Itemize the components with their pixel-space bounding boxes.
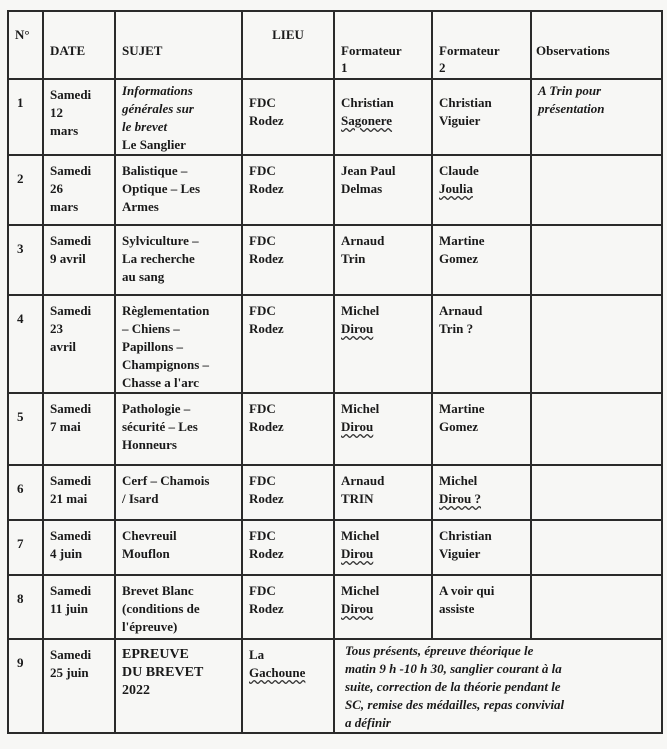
formateur-2-text — [433, 521, 530, 563]
date-cell — [43, 639, 115, 733]
sujet-text — [116, 466, 241, 508]
row-number-cell — [8, 79, 43, 155]
formateur-2-line: Gomez — [439, 251, 478, 266]
observations-cell — [531, 155, 662, 225]
lieu-line: Rodez — [249, 321, 284, 336]
lieu-line: FDC — [249, 163, 276, 178]
observations-cell — [531, 465, 662, 520]
sujet-cell — [115, 155, 242, 225]
lieu-text — [243, 226, 333, 268]
lieu-line: Rodez — [249, 419, 284, 434]
row-number: 7 — [17, 536, 24, 551]
sujet-line: Honneurs — [122, 437, 177, 452]
table-row — [8, 520, 662, 575]
formateur-2-line: Viguier — [439, 546, 481, 561]
sujet-line: Balistique – — [122, 163, 188, 178]
observations-text — [532, 80, 661, 118]
sujet-line: l'épreuve) — [122, 619, 178, 634]
lieu-cell — [242, 225, 334, 295]
sujet-line: / Isard — [122, 491, 159, 506]
lieu-line: FDC — [249, 233, 276, 248]
formateur-1-line: Trin — [341, 251, 366, 266]
date-text — [44, 394, 114, 436]
sujet-italic-line: le brevet — [122, 119, 168, 134]
sujet-text — [116, 640, 241, 700]
lieu-line: Gachoune — [249, 665, 306, 680]
date-cell — [43, 465, 115, 520]
sujet-line: La recherche — [122, 251, 195, 266]
header-formateur-1 — [334, 11, 432, 79]
formateur-1-line: Michel — [341, 303, 380, 318]
observations-text — [532, 296, 661, 298]
formateur-1-line: Delmas — [341, 181, 383, 196]
date-line: Samedi — [50, 583, 92, 598]
date-cell — [43, 155, 115, 225]
lieu-text — [243, 156, 333, 198]
formateur-2-line: Arnaud — [439, 303, 483, 318]
sujet-italic-line: Informations — [122, 83, 193, 98]
observations-cell — [531, 393, 662, 465]
lieu-cell — [242, 295, 334, 393]
lieu-line: FDC — [249, 95, 276, 110]
lieu-line: FDC — [249, 528, 276, 543]
sujet-text — [116, 80, 241, 154]
sujet-line: sécurité – Les — [122, 419, 198, 434]
formateur-1-cell — [334, 465, 432, 520]
formateur-2-cell — [432, 225, 531, 295]
table-row — [8, 295, 662, 393]
lieu-cell — [242, 79, 334, 155]
sujet-text — [116, 296, 241, 392]
lieu-line: Rodez — [249, 113, 284, 128]
observation-line: A Trin pour — [538, 83, 602, 98]
lieu-text — [243, 466, 333, 508]
table-row — [8, 79, 662, 155]
sujet-cell — [115, 575, 242, 639]
formateur-1-cell — [334, 295, 432, 393]
header-f1-line1: Formateur — [341, 43, 402, 58]
formateur-1-text — [335, 80, 431, 130]
date-cell — [43, 575, 115, 639]
formateur-1-line: Dirou — [341, 321, 374, 336]
date-cell — [43, 393, 115, 465]
header-f2-line1: Formateur — [439, 43, 500, 58]
sujet-line: – Chiens – — [122, 321, 180, 336]
formateur-1-line: Dirou — [341, 419, 374, 434]
formateur-2-text — [433, 226, 530, 268]
note-line: matin 9 h -10 h 30, sanglier courant à la — [345, 661, 562, 676]
date-text — [44, 640, 114, 682]
sujet-line: EPREUVE — [122, 647, 189, 662]
formateur-1-text — [335, 394, 431, 436]
sujet-text — [116, 156, 241, 216]
date-line: 7 mai — [50, 419, 81, 434]
formateur-2-line: Gomez — [439, 419, 478, 434]
header-lieu: LIEU — [242, 11, 334, 79]
row-number: 3 — [17, 241, 24, 256]
formateur-2-line: Martine — [439, 401, 485, 416]
header-observations: Observations — [531, 11, 662, 79]
formateur-2-line: Joulia — [439, 181, 473, 196]
formateur-1-cell — [334, 79, 432, 155]
row-number-cell — [8, 393, 43, 465]
lieu-cell — [242, 639, 334, 733]
formateur-2-text — [433, 466, 530, 508]
date-line: avril — [50, 339, 76, 354]
lieu-line: Rodez — [249, 601, 284, 616]
row-number-cell — [8, 295, 43, 393]
date-line: Samedi — [50, 303, 92, 318]
formateur-2-line: Martine — [439, 233, 485, 248]
sujet-line: Armes — [122, 199, 159, 214]
formateur-1-line: Jean Paul — [341, 163, 396, 178]
sujet-line: Brevet Blanc — [122, 583, 194, 598]
lieu-text — [243, 296, 333, 338]
formateur-2-text — [433, 296, 530, 338]
row-number: 6 — [17, 481, 24, 496]
formateur-2-line: Trin ? — [439, 321, 474, 336]
lieu-text — [243, 521, 333, 563]
formateur-1-text — [335, 521, 431, 563]
formateur-2-line: Viguier — [439, 113, 481, 128]
lieu-cell — [242, 155, 334, 225]
row-number-cell — [8, 520, 43, 575]
header-sujet: SUJET — [115, 11, 242, 79]
observations-cell — [531, 79, 662, 155]
sujet-line: Chasse a l'arc — [122, 375, 200, 390]
formateur-2-line: Dirou ? — [439, 491, 482, 506]
date-line: Samedi — [50, 401, 92, 416]
lieu-line: Rodez — [249, 251, 284, 266]
formateur-2-line: Christian — [439, 95, 492, 110]
sujet-text — [116, 576, 241, 636]
observations-cell — [531, 520, 662, 575]
formateur-1-cell — [334, 520, 432, 575]
formateur-2-line: assiste — [439, 601, 475, 616]
formateur-1-cell — [334, 393, 432, 465]
note-line: a définir — [345, 715, 391, 730]
observations-cell — [531, 575, 662, 639]
sujet-italic-line: générales sur — [122, 101, 194, 116]
date-line: 26 — [50, 181, 63, 196]
lieu-text — [243, 394, 333, 436]
lieu-line: Rodez — [249, 546, 284, 561]
formateur-1-text — [335, 156, 431, 198]
date-line: Samedi — [50, 528, 92, 543]
lieu-line: FDC — [249, 303, 276, 318]
lieu-line: FDC — [249, 583, 276, 598]
final-note-cell — [334, 639, 662, 733]
table-row — [8, 575, 662, 639]
date-cell — [43, 79, 115, 155]
sujet-line: (conditions de — [122, 601, 200, 616]
formateur-1-cell — [334, 155, 432, 225]
table-row — [8, 639, 662, 733]
table-row — [8, 155, 662, 225]
formateur-2-cell — [432, 79, 531, 155]
formateur-1-line: Dirou — [341, 546, 374, 561]
formateur-1-cell — [334, 575, 432, 639]
formateur-2-text — [433, 394, 530, 436]
sujet-text — [116, 394, 241, 454]
formateur-1-text — [335, 576, 431, 618]
observations-cell — [531, 295, 662, 393]
date-line: Samedi — [50, 163, 92, 178]
sujet-cell — [115, 79, 242, 155]
date-line: mars — [50, 199, 79, 214]
sujet-line: Champignons – — [122, 357, 210, 372]
sujet-line: Chevreuil — [122, 528, 177, 543]
date-text — [44, 296, 114, 356]
sujet-line: Optique – Les — [122, 181, 201, 196]
lieu-line: Rodez — [249, 491, 284, 506]
date-text — [44, 466, 114, 508]
header-f2-line2: 2 — [439, 60, 446, 75]
formateur-1-line: Christian — [341, 95, 394, 110]
lieu-text — [243, 576, 333, 618]
lieu-cell — [242, 393, 334, 465]
sujet-cell — [115, 295, 242, 393]
date-cell — [43, 295, 115, 393]
formateur-2-cell — [432, 295, 531, 393]
date-text — [44, 156, 114, 216]
note-line: suite, correction de la théorie pendant le — [345, 679, 561, 694]
date-line: 9 avril — [50, 251, 86, 266]
date-line: 23 — [50, 321, 63, 336]
formateur-2-line: Claude — [439, 163, 479, 178]
sujet-line: Règlementation — [122, 303, 210, 318]
formateur-1-line: TRIN — [341, 491, 374, 506]
formateur-1-cell — [334, 225, 432, 295]
observations-text — [532, 466, 661, 468]
sujet-line: Pathologie – — [122, 401, 191, 416]
formateur-1-line: Michel — [341, 401, 380, 416]
lieu-line: FDC — [249, 401, 276, 416]
date-line: Samedi — [50, 87, 92, 102]
row-number-cell — [8, 225, 43, 295]
table-row — [8, 465, 662, 520]
row-number-cell — [8, 465, 43, 520]
sujet-cell — [115, 639, 242, 733]
table-row — [8, 393, 662, 465]
date-line: Samedi — [50, 473, 92, 488]
date-line: Samedi — [50, 647, 92, 662]
formateur-1-line: Arnaud — [341, 473, 385, 488]
formateur-2-text — [433, 156, 530, 198]
observations-text — [532, 156, 661, 158]
sujet-cell — [115, 520, 242, 575]
sujet-line: Mouflon — [122, 546, 170, 561]
formateur-1-line: Arnaud — [341, 233, 385, 248]
date-cell — [43, 225, 115, 295]
date-text — [44, 521, 114, 563]
formateur-2-text — [433, 576, 530, 618]
date-cell — [43, 520, 115, 575]
observations-text — [532, 576, 661, 578]
sujet-line: au sang — [122, 269, 165, 284]
sujet-line: DU BREVET — [122, 665, 204, 680]
row-number: 2 — [17, 171, 24, 186]
row-number: 9 — [17, 655, 24, 670]
header-date: DATE — [43, 11, 115, 79]
sujet-cell — [115, 225, 242, 295]
date-line: 25 juin — [50, 665, 89, 680]
formateur-1-text — [335, 296, 431, 338]
sujet-line: Sylviculture – — [122, 233, 199, 248]
sujet-cell — [115, 393, 242, 465]
header-f1-line2: 1 — [341, 60, 348, 75]
date-line: 21 mai — [50, 491, 88, 506]
lieu-line: FDC — [249, 473, 276, 488]
lieu-line: La — [249, 647, 265, 662]
formateur-1-line: Michel — [341, 583, 380, 598]
date-line: 11 juin — [50, 601, 88, 616]
row-number: 8 — [17, 591, 24, 606]
row-number-cell — [8, 155, 43, 225]
sujet-line: Papillons – — [122, 339, 184, 354]
observations-text — [532, 521, 661, 523]
row-number-cell — [8, 575, 43, 639]
formateur-2-cell — [432, 520, 531, 575]
row-number: 1 — [17, 95, 24, 110]
sujet-cell — [115, 465, 242, 520]
note-line: Tous présents, épreuve théorique le — [345, 643, 534, 658]
header-no: N° — [8, 11, 43, 79]
formateur-2-text — [433, 80, 530, 130]
formateur-2-line: A voir qui — [439, 583, 495, 598]
date-text — [44, 576, 114, 618]
formateur-2-cell — [432, 465, 531, 520]
formateur-2-cell — [432, 155, 531, 225]
formateur-2-line: Christian — [439, 528, 492, 543]
row-number-cell — [8, 639, 43, 733]
lieu-text — [243, 80, 333, 130]
formateur-1-line: Dirou — [341, 601, 374, 616]
formateur-2-cell — [432, 393, 531, 465]
observation-line: présentation — [538, 101, 605, 116]
sujet-text — [116, 521, 241, 563]
sujet-line: Cerf – Chamois — [122, 473, 210, 488]
formateur-1-text — [335, 226, 431, 268]
final-note-text — [335, 640, 661, 732]
table-row — [8, 225, 662, 295]
formateur-1-line: Michel — [341, 528, 380, 543]
header-row — [8, 11, 662, 79]
sujet-line: Le Sanglier — [122, 137, 186, 152]
date-text — [44, 80, 114, 140]
sujet-text — [116, 226, 241, 286]
lieu-cell — [242, 465, 334, 520]
lieu-line: Rodez — [249, 181, 284, 196]
formateur-2-cell — [432, 575, 531, 639]
formateur-1-line: Sagonere — [341, 113, 393, 128]
note-line: SC, remise des médailles, repas convivial — [345, 697, 565, 712]
date-text — [44, 226, 114, 268]
sujet-line: 2022 — [122, 683, 150, 698]
row-number: 5 — [17, 409, 24, 424]
date-line: 4 juin — [50, 546, 83, 561]
header-formateur-2 — [432, 11, 531, 79]
date-line: Samedi — [50, 233, 92, 248]
date-line: 12 — [50, 105, 63, 120]
observations-cell — [531, 225, 662, 295]
date-line: mars — [50, 123, 79, 138]
lieu-cell — [242, 520, 334, 575]
lieu-text — [243, 640, 333, 682]
observations-text — [532, 394, 661, 396]
observations-text — [532, 226, 661, 228]
lieu-cell — [242, 575, 334, 639]
formateur-1-text — [335, 466, 431, 508]
training-schedule-table — [7, 10, 663, 734]
row-number: 4 — [17, 311, 24, 326]
formateur-2-line: Michel — [439, 473, 478, 488]
